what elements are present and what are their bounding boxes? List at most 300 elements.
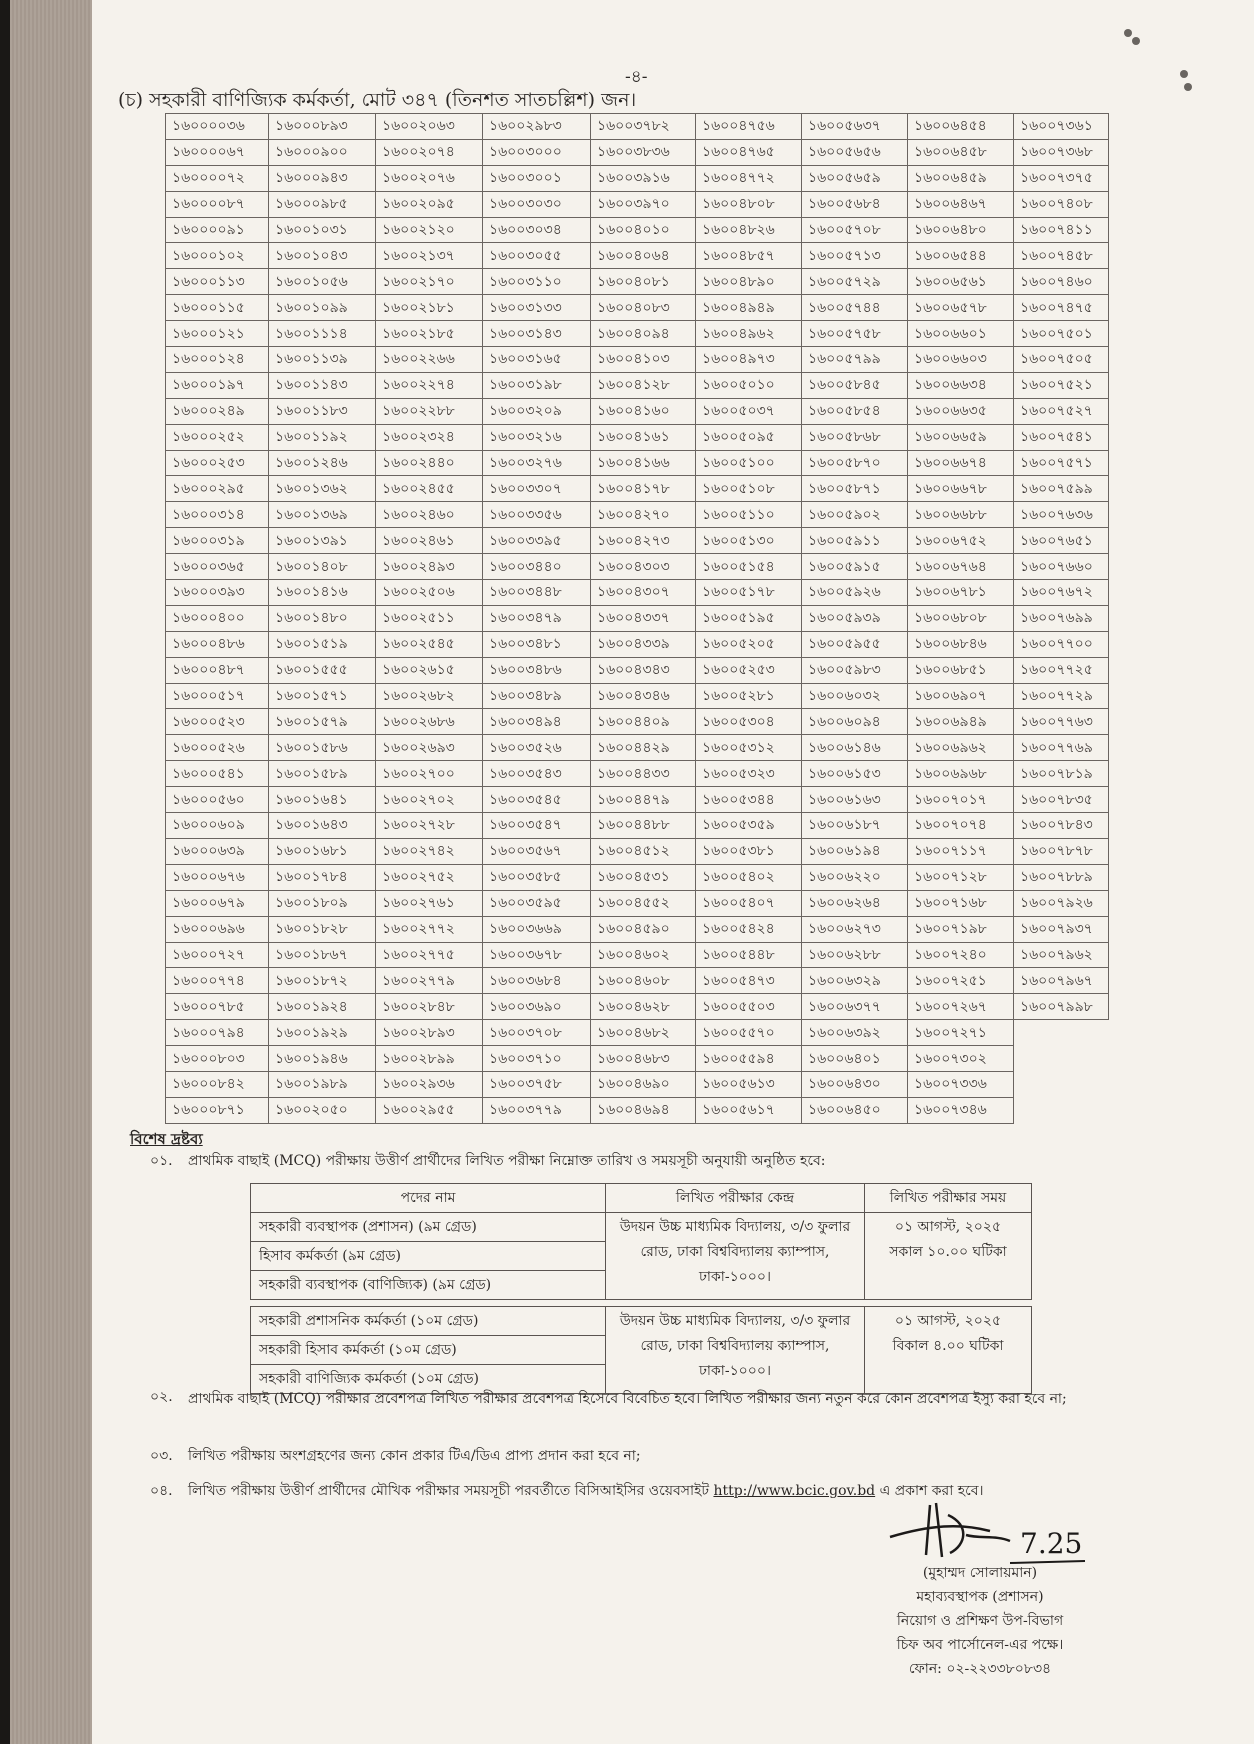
roll-number-cell: ১৬০০৩৫৯৫: [483, 890, 591, 916]
roll-number-cell: ১৬০০৭৮৩৫: [1014, 787, 1109, 813]
exam-date: ০১ আগস্ট, ২০২৫: [894, 1313, 1002, 1329]
roll-number-cell: ১৬০০২৬৯৩: [376, 735, 483, 761]
roll-number-cell: ১৬০০৭৪৬০: [1014, 269, 1109, 295]
scan-edge: [0, 0, 10, 1744]
roll-number-cell: ১৬০০৭৭৬৯: [1014, 735, 1109, 761]
roll-number-cell: ১৬০০১২৪৬: [269, 450, 376, 476]
table-row: [166, 657, 1109, 683]
roll-number-cell: ১৬০০৭৭২৫: [1014, 657, 1109, 683]
roll-number-cell: ১৬০০৫১০৮: [696, 476, 802, 502]
roll-number-cell: ১৬০০৫১৭৮: [696, 580, 802, 606]
roll-number-cell: ১৬০০২০৫০: [269, 1097, 376, 1123]
header-exam-center: লিখিত পরীক্ষার কেন্দ্র: [606, 1184, 865, 1213]
roll-number-cell: ১৬০০৩৪৪০: [483, 554, 591, 580]
roll-number-cell: ১৬০০৪৬০২: [591, 942, 696, 968]
table-row: [166, 709, 1109, 735]
roll-number-cell: ১৬০০২৮৯৯: [376, 1046, 483, 1072]
exam-hour: বিকাল ৪.০০ ঘটিকা: [892, 1338, 1004, 1354]
roll-number-cell: ১৬০০২৮৯৩: [376, 1020, 483, 1046]
roll-number-cell: ১৬০০৭৯২৬: [1014, 890, 1109, 916]
post-name: সহকারী ব্যবস্থাপক (বাণিজ্যিক) (৯ম গ্রেড): [251, 1271, 606, 1300]
roll-number-cell: ১৬০০৪২৭৩: [591, 528, 696, 554]
roll-number-cell: ১৬০০৩৪৮৯: [483, 683, 591, 709]
roll-number-cell: ১৬০০৪৩৪৬: [591, 683, 696, 709]
roll-number-cell: ১৬০০২০৭৬: [376, 165, 483, 191]
roll-number-cell: ১৬০০৪৩০৩: [591, 554, 696, 580]
roll-number-cell: ১৬০০৫৬৩৭: [802, 114, 908, 140]
roll-number-cell: ১৬০০৬৯৪৯: [908, 709, 1014, 735]
roll-number-cell: ১৬০০৪৪০৯: [591, 709, 696, 735]
roll-number-cell: ১৬০০৫৪০২: [696, 864, 802, 890]
roll-number-cell: ১৬০০৫৪২৪: [696, 916, 802, 942]
roll-number-cell: ১৬০০৬৭৮১: [908, 580, 1014, 606]
roll-number-cell: ১৬০০০৬৭৯: [166, 890, 269, 916]
roll-number-cell: ১৬০০৭৫০১: [1014, 321, 1109, 347]
roll-number-cell: ১৬০০১৫১৯: [269, 631, 376, 657]
roll-number-cell: ১৬০০৫৭০৮: [802, 217, 908, 243]
roll-number-cell: ১৬০০৪৪২৯: [591, 735, 696, 761]
roll-number-cell: ১৬০০২০৬৩: [376, 114, 483, 140]
table-row: [166, 139, 1109, 165]
roll-number-cell: ১৬০০৩১৯৮: [483, 372, 591, 398]
roll-number-cell: ১৬০০১৯৪৬: [269, 1046, 376, 1072]
header-exam-time: লিখিত পরীক্ষার সময়: [865, 1184, 1032, 1213]
roll-number-cell: ১৬০০৪৩৩৯: [591, 631, 696, 657]
roll-number-cell: ১৬০০৫৫৯৪: [696, 1046, 802, 1072]
roll-number-cell: ১৬০০৫৩১২: [696, 735, 802, 761]
roll-number-cell: ১৬০০৪৫১২: [591, 838, 696, 864]
roll-number-cell: ১৬০০৭৭৬৩: [1014, 709, 1109, 735]
roll-number-table: [165, 113, 1109, 1124]
roll-number-cell: ১৬০০১৬৪৩: [269, 813, 376, 839]
roll-number-cell: ১৬০০৪৩৩৭: [591, 605, 696, 631]
note-text: প্রাথমিক বাছাই (MCQ) পরীক্ষায় উত্তীর্ণ প্রার্থীদের লিখিত পরীক্ষা নিম্নোক্ত তারিখ ও সময়সূচী অনুযায়ী অনুষ্ঠিত হবে:: [188, 1153, 826, 1169]
roll-number-cell: [1014, 1020, 1109, 1046]
roll-number-cell: ১৬০০৭৩৬৮: [1014, 139, 1109, 165]
roll-number-cell: ১৬০০৬১৪৬: [802, 735, 908, 761]
roll-number-cell: ১৬০০৬৪৫০: [802, 1097, 908, 1123]
roll-number-cell: ১৬০০০৩১৪: [166, 502, 269, 528]
roll-number-cell: ১৬০০৬১৯৪: [802, 838, 908, 864]
exam-center: উদয়ন উচ্চ মাধ্যমিক বিদ্যালয়, ৩/৩ ফুলার রোড, ঢাকা বিশ্ববিদ্যালয় ক্যাম্পাস, ঢাকা-১০০০।: [606, 1307, 865, 1394]
roll-number-cell: ১৬০০১৮২৮: [269, 916, 376, 942]
roll-number-cell: ১৬০০০৭২৭: [166, 942, 269, 968]
roll-number-cell: ১৬০০৬৬৭৪: [908, 450, 1014, 476]
roll-number-cell: ১৬০০৫৫৭০: [696, 1020, 802, 1046]
table-row: [166, 347, 1109, 373]
roll-number-cell: ১৬০০২৭৬১: [376, 890, 483, 916]
roll-number-cell: ১৬০০৪৮২৬: [696, 217, 802, 243]
roll-number-cell: ১৬০০৭৬৫১: [1014, 528, 1109, 554]
roll-number-cell: ১৬০০২৪৯৩: [376, 554, 483, 580]
table-row: [166, 761, 1109, 787]
exam-hour: সকাল ১০.০০ ঘটিকা: [889, 1244, 1007, 1260]
roll-number-cell: ১৬০০১৩৬২: [269, 476, 376, 502]
roll-number-cell: ১৬০০০০৩৬: [166, 114, 269, 140]
roll-number-cell: ১৬০০৫৬৫৯: [802, 165, 908, 191]
roll-number-cell: ১৬০০২৫১১: [376, 605, 483, 631]
roll-number-cell: ১৬০০৭৪৭৫: [1014, 295, 1109, 321]
roll-number-cell: ১৬০০৬৮০৮: [908, 605, 1014, 631]
roll-number-cell: ১৬০০৫৩৫৯: [696, 813, 802, 839]
roll-number-cell: ১৬০০২৪৬১: [376, 528, 483, 554]
note-item: [150, 1148, 1130, 1174]
roll-number-cell: ১৬০০৪৯৭৩: [696, 347, 802, 373]
roll-number-cell: ১৬০০১৯২৪: [269, 994, 376, 1020]
roll-number-cell: ১৬০০২৬৮২: [376, 683, 483, 709]
note-item: [150, 1384, 1130, 1414]
roll-number-cell: ১৬০০৩৫২৬: [483, 735, 591, 761]
table-row: [166, 787, 1109, 813]
section-title: (চ) সহকারী বাণিজ্যিক কর্মকর্তা, মোট ৩৪৭ (তিনশত সাতচল্লিশ) জন।: [118, 89, 637, 111]
table-row: [166, 372, 1109, 398]
roll-number-cell: ১৬০০৫২৮১: [696, 683, 802, 709]
roll-number-cell: ১৬০০৭৮৭৮: [1014, 838, 1109, 864]
roll-number-cell: ১৬০০৩৭০৮: [483, 1020, 591, 1046]
table-row: [166, 916, 1109, 942]
roll-number-cell: ১৬০০০৩৯৩: [166, 580, 269, 606]
table-row: [166, 217, 1109, 243]
table-row: [166, 1046, 1109, 1072]
roll-number-cell: ১৬০০১০৫৬: [269, 269, 376, 295]
signatory-name: (মুহাম্মদ সোলায়মান): [922, 1565, 1038, 1581]
roll-number-cell: ১৬০০৩৭১০: [483, 1046, 591, 1072]
table-row: [166, 321, 1109, 347]
roll-number-cell: ১৬০০৭২৬৭: [908, 994, 1014, 1020]
roll-number-cell: ১৬০০৪০৬৪: [591, 243, 696, 269]
roll-number-cell: ১৬০০৬৩২৯: [802, 968, 908, 994]
roll-number-cell: ১৬০০০৭৯৪: [166, 1020, 269, 1046]
roll-number-cell: ১৬০০৪৮৫৭: [696, 243, 802, 269]
roll-number-cell: ১৬০০৫৭১৩: [802, 243, 908, 269]
roll-number-cell: ১৬০০৭৪০৮: [1014, 191, 1109, 217]
roll-number-cell: ১৬০০০১২১: [166, 321, 269, 347]
roll-number-cell: ১৬০০৫২০৫: [696, 631, 802, 657]
table-row: [166, 968, 1109, 994]
roll-number-cell: ১৬০০৩৬৭৮: [483, 942, 591, 968]
roll-number-cell: ১৬০০২৬৮৬: [376, 709, 483, 735]
roll-number-cell: ১৬০০১৮৭২: [269, 968, 376, 994]
roll-number-cell: ১৬০০৭০৭৪: [908, 813, 1014, 839]
roll-number-cell: ১৬০০৫৮৬৮: [802, 424, 908, 450]
table-row: [166, 528, 1109, 554]
post-name: সহকারী হিসাব কর্মকর্তা (১০ম গ্রেড): [251, 1336, 606, 1365]
roll-number-cell: ১৬০০৩০৩০: [483, 191, 591, 217]
roll-number-cell: ১৬০০৭৫৭১: [1014, 450, 1109, 476]
roll-number-cell: ১৬০০৫১০০: [696, 450, 802, 476]
roll-number-cell: ১৬০০৭১২৮: [908, 864, 1014, 890]
roll-number-cell: ১৬০০০৪০০: [166, 605, 269, 631]
roll-number-cell: ১৬০০৭৯৯৮: [1014, 994, 1109, 1020]
roll-number-cell: ১৬০০২৩২৪: [376, 424, 483, 450]
roll-number-cell: ১৬০০৭৫০৫: [1014, 347, 1109, 373]
table-row: [166, 243, 1109, 269]
roll-number-cell: ১৬০০৭২৪০: [908, 942, 1014, 968]
roll-number-cell: ১৬০০৬৭৬৪: [908, 554, 1014, 580]
roll-number-cell: ১৬০০৫৯১৫: [802, 554, 908, 580]
bcic-website-link[interactable]: http://www.bcic.gov.bd: [713, 1483, 876, 1499]
roll-number-cell: ১৬০০৭৬৯৯: [1014, 605, 1109, 631]
roll-number-cell: ১৬০০৫০১০: [696, 372, 802, 398]
roll-number-cell: ১৬০০৩৭৭৯: [483, 1097, 591, 1123]
roll-number-cell: ১৬০০৪৭৬৫: [696, 139, 802, 165]
roll-number-cell: ১৬০০৩৪৯৪: [483, 709, 591, 735]
roll-number-cell: ১৬০০৪৭৭২: [696, 165, 802, 191]
roll-number-cell: ১৬০০৬৪৮০: [908, 217, 1014, 243]
roll-number-cell: ১৬০০০৫৬০: [166, 787, 269, 813]
roll-number-cell: ১৬০০৬৫৭৮: [908, 295, 1014, 321]
roll-number-cell: ১৬০০১৫৮৬: [269, 735, 376, 761]
note-text-part: এ প্রকাশ করা হবে।: [875, 1483, 984, 1499]
roll-number-cell: ১৬০০৩৫৬৭: [483, 838, 591, 864]
roll-number-cell: ১৬০০৭৬৭২: [1014, 580, 1109, 606]
roll-number-cell: ১৬০০৪৩৪৩: [591, 657, 696, 683]
roll-number-cell: ১৬০০৩০০১: [483, 165, 591, 191]
note-item: [150, 1443, 1130, 1469]
roll-number-cell: ১৬০০৭৫২৭: [1014, 398, 1109, 424]
roll-number-cell: ১৬০০৭৩৪৬: [908, 1097, 1014, 1123]
roll-number-cell: ১৬০০০১০২: [166, 243, 269, 269]
roll-number-cell: ১৬০০১৪১৬: [269, 580, 376, 606]
roll-number-cell: ১৬০০৬৮৫১: [908, 657, 1014, 683]
roll-number-cell: ১৬০০৪৭৫৬: [696, 114, 802, 140]
roll-number-cell: ১৬০০৬৪৬৭: [908, 191, 1014, 217]
roll-number-cell: ১৬০০৬৬৫৯: [908, 424, 1014, 450]
signatory-designation: মহাব্যবস্থাপক (প্রশাসন): [916, 1589, 1044, 1605]
roll-number-cell: ১৬০০৫৯০২: [802, 502, 908, 528]
roll-number-cell: ১৬০০৫৭৫৮: [802, 321, 908, 347]
signature-block: [840, 1495, 1120, 1681]
roll-number-cell: ১৬০০৩৬৬৯: [483, 916, 591, 942]
roll-number-cell: ১৬০০৩৩০৭: [483, 476, 591, 502]
roll-number-cell: ১৬০০৭৮১৯: [1014, 761, 1109, 787]
table-row: [166, 683, 1109, 709]
roll-number-cell: ১৬০০০৮৭১: [166, 1097, 269, 1123]
roll-number-cell: ১৬০০৭৩৩৬: [908, 1071, 1014, 1097]
roll-number-cell: ১৬০০২১২০: [376, 217, 483, 243]
roll-number-cell: ১৬০০২৭৭৯: [376, 968, 483, 994]
table-row: [166, 114, 1109, 140]
signature-icon: [870, 1495, 1100, 1565]
table-row: [166, 994, 1109, 1020]
roll-number-cell: ১৬০০০৬৯৬: [166, 916, 269, 942]
roll-number-cell: ১৬০০১০৯৯: [269, 295, 376, 321]
roll-number-cell: ১৬০০৭৭২৯: [1014, 683, 1109, 709]
signatory-division: নিয়োগ ও প্রশিক্ষণ উপ-বিভাগ: [896, 1613, 1064, 1629]
roll-number-cell: ১৬০০৫৬৮৪: [802, 191, 908, 217]
roll-number-cell: ১৬০০৭৫৪১: [1014, 424, 1109, 450]
table-row: [166, 1071, 1109, 1097]
header-post-name: পদের নাম: [251, 1184, 606, 1213]
roll-number-cell: ১৬০০২১৮৫: [376, 321, 483, 347]
roll-number-cell: ১৬০০৪১২৮: [591, 372, 696, 398]
roll-number-cell: ১৬০০১১৪৩: [269, 372, 376, 398]
roll-number-cell: ১৬০০৪৪৩৩: [591, 761, 696, 787]
roll-number-cell: ১৬০০২৪৫৫: [376, 476, 483, 502]
roll-number-cell: ১৬০০৭৮৮৯: [1014, 864, 1109, 890]
roll-number-cell: ১৬০০৫৮৪৫: [802, 372, 908, 398]
roll-number-cell: ১৬০০২৭৪২: [376, 838, 483, 864]
table-row: [166, 1097, 1109, 1123]
roll-number-cell: ১৬০০৫৯৮৩: [802, 657, 908, 683]
roll-number-cell: ১৬০০৫২৫৩: [696, 657, 802, 683]
table-row: [166, 424, 1109, 450]
roll-number-cell: ১৬০০৫১৩০: [696, 528, 802, 554]
staple-mark: [1184, 83, 1192, 91]
roll-number-cell: ১৬০০৬১৬৩: [802, 787, 908, 813]
roll-number-cell: ১৬০০০২৫২: [166, 424, 269, 450]
roll-number-cell: ১৬০০২৬১৫: [376, 657, 483, 683]
roll-number-cell: ১৬০০৪৪৭৯: [591, 787, 696, 813]
roll-number-cell: ১৬০০৫৩০৪: [696, 709, 802, 735]
roll-number-cell: ১৬০০১৬৪১: [269, 787, 376, 813]
notes-heading: বিশেষ দ্রষ্টব্য: [130, 1130, 203, 1148]
roll-number-cell: ১৬০০০০৯১: [166, 217, 269, 243]
roll-number-cell: ১৬০০৭১৬৮: [908, 890, 1014, 916]
roll-number-cell: ১৬০০১১৩৯: [269, 347, 376, 373]
roll-number-cell: ১৬০০৪৫৩১: [591, 864, 696, 890]
roll-number-cell: ১৬০০৪২৭০: [591, 502, 696, 528]
exam-time: [865, 1213, 1032, 1300]
table-row: [166, 476, 1109, 502]
signature-scribble: [840, 1495, 1120, 1561]
staple-mark: [1180, 70, 1188, 78]
note-text: প্রাথমিক বাছাই (MCQ) পরীক্ষার প্রবেশপত্র লিখিত পরীক্ষার প্রবেশপত্র হিসেবে বিবেচিত হবে। লিখিত পরীক্ষার জন্য নতুন করে কোন প্রবেশপত্র ইস্যু করা হবে না;: [188, 1391, 1067, 1407]
roll-number-cell: ১৬০০৫৫০৩: [696, 994, 802, 1020]
roll-number-cell: ১৬০০৬৬০৩: [908, 347, 1014, 373]
roll-number-cell: ১৬০০৭১৯৮: [908, 916, 1014, 942]
exam-time: [865, 1307, 1032, 1394]
roll-number-cell: ১৬০০৬৭৫২: [908, 528, 1014, 554]
roll-number-cell: ১৬০০৭৪১১: [1014, 217, 1109, 243]
roll-number-cell: ১৬০০০০৮৭: [166, 191, 269, 217]
roll-number-cell: ১৬০০৫১১০: [696, 502, 802, 528]
roll-number-cell: ১৬০০১১৯২: [269, 424, 376, 450]
roll-number-cell: ১৬০০৭৩৬১: [1014, 114, 1109, 140]
roll-number-cell: ১৬০০৪৪৮৮: [591, 813, 696, 839]
roll-number-cell: ১৬০০১৮৬৭: [269, 942, 376, 968]
roll-number-cell: ১৬০০৪৩০৭: [591, 580, 696, 606]
roll-number-cell: ১৬০০২৪৬০: [376, 502, 483, 528]
roll-number-cell: ১৬০০৩৫৪৫: [483, 787, 591, 813]
roll-number-cell: ১৬০০৫৩৮১: [696, 838, 802, 864]
roll-number-cell: ১৬০০০৮৯৩: [269, 114, 376, 140]
roll-number-cell: ১৬০০৪৮০৮: [696, 191, 802, 217]
roll-number-cell: ১৬০০৪৮৯০: [696, 269, 802, 295]
roll-number-cell: ১৬০০৩২৭৬: [483, 450, 591, 476]
roll-number-cell: ১৬০০২৫৪৫: [376, 631, 483, 657]
roll-number-cell: ১৬০০৫৮৭১: [802, 476, 908, 502]
roll-number-cell: ১৬০০৩৫৮৫: [483, 864, 591, 890]
roll-number-cell: ১৬০০৬৬৩৫: [908, 398, 1014, 424]
roll-number-cell: ১৬০০১১১৪: [269, 321, 376, 347]
table-row: [166, 554, 1109, 580]
roll-number-cell: ১৬০০৩২০৯: [483, 398, 591, 424]
roll-number-cell: ১৬০০৩৫৪৩: [483, 761, 591, 787]
roll-number-cell: ১৬০০১৯৮৯: [269, 1071, 376, 1097]
roll-number-cell: ১৬০০১১৮৩: [269, 398, 376, 424]
roll-number-cell: ১৬০০১৪৮০: [269, 605, 376, 631]
roll-number-cell: ১৬০০৬২২০: [802, 864, 908, 890]
roll-number-cell: ১৬০০৪০১০: [591, 217, 696, 243]
roll-number-cell: ১৬০০৭৯৬৭: [1014, 968, 1109, 994]
roll-number-cell: ১৬০০০৯০০: [269, 139, 376, 165]
roll-number-cell: ১৬০০৫৪০৭: [696, 890, 802, 916]
roll-number-cell: ১৬০০৩৫৪৭: [483, 813, 591, 839]
roll-number-cell: ১৬০০৬০৯৪: [802, 709, 908, 735]
roll-number-cell: ১৬০০৬৬০১: [908, 321, 1014, 347]
roll-number-cell: ১৬০০২৪৪০: [376, 450, 483, 476]
roll-number-cell: ১৬০০৭৪৫৮: [1014, 243, 1109, 269]
roll-number-cell: ১৬০০৪১৬০: [591, 398, 696, 424]
roll-number-cell: ১৬০০৪০৯৪: [591, 321, 696, 347]
roll-number-cell: ১৬০০০৫২৬: [166, 735, 269, 761]
roll-number-cell: ১৬০০২২৭৪: [376, 372, 483, 398]
roll-number-cell: ১৬০০৭৫৯৯: [1014, 476, 1109, 502]
roll-number-cell: ১৬০০৩০৫৫: [483, 243, 591, 269]
post-name: সহকারী বাণিজ্যিক কর্মকর্তা (১০ম গ্রেড): [251, 1365, 606, 1394]
roll-number-cell: ১৬০০৬৪৩০: [802, 1071, 908, 1097]
roll-number-cell: ১৬০০২১৩৭: [376, 243, 483, 269]
roll-number-cell: ১৬০০৫১৯৫: [696, 605, 802, 631]
roll-number-cell: ১৬০০৭৯৬২: [1014, 942, 1109, 968]
note-number: ০৪.: [150, 1483, 173, 1499]
roll-number-cell: ১৬০০০১৯৭: [166, 372, 269, 398]
roll-number-cell: ১৬০০৩১৩৩: [483, 295, 591, 321]
table-row: [166, 942, 1109, 968]
roll-number-cell: ১৬০০৩৬৯০: [483, 994, 591, 1020]
roll-number-cell: ১৬০০৩৩৫৬: [483, 502, 591, 528]
roll-number-cell: ১৬০০৫৬১৩: [696, 1071, 802, 1097]
roll-number-cell: ১৬০০৬৬৭৮: [908, 476, 1014, 502]
roll-number-cell: ১৬০০২৭৭২: [376, 916, 483, 942]
roll-number-cell: ১৬০০৭৩০২: [908, 1046, 1014, 1072]
roll-number-cell: ১৬০০০৬০৯: [166, 813, 269, 839]
roll-number-cell: ১৬০০৪১৭৮: [591, 476, 696, 502]
roll-number-cell: ১৬০০৫৭২৯: [802, 269, 908, 295]
roll-number-cell: ১৬০০৬৫৬১: [908, 269, 1014, 295]
roll-number-cell: ১৬০০০৭৭৪: [166, 968, 269, 994]
note-number: ০২.: [150, 1389, 173, 1405]
roll-number-cell: ১৬০০০৯৮৫: [269, 191, 376, 217]
roll-number-cell: ১৬০০৬৮৪৬: [908, 631, 1014, 657]
roll-number-cell: ১৬০০১৫৫৫: [269, 657, 376, 683]
roll-number-cell: ১৬০০৫৯৫৫: [802, 631, 908, 657]
roll-number-cell: ১৬০০৪৬২৮: [591, 994, 696, 1020]
roll-number-cell: ১৬০০৬৪৫৮: [908, 139, 1014, 165]
roll-number-cell: ১৬০০২৭৫২: [376, 864, 483, 890]
roll-number-cell: ১৬০০৬৩৯২: [802, 1020, 908, 1046]
roll-number-cell: ১৬০০২৯৫৫: [376, 1097, 483, 1123]
roll-number-cell: ১৬০০৬৯০৭: [908, 683, 1014, 709]
roll-number-cell: ১৬০০০৫২৩: [166, 709, 269, 735]
roll-number-cell: ১৬০০১৩৯১: [269, 528, 376, 554]
roll-number-cell: ১৬০০২১৮১: [376, 295, 483, 321]
roll-number-cell: ১৬০০৫৯২৬: [802, 580, 908, 606]
roll-number-cell: ১৬০০৭৬৬০: [1014, 554, 1109, 580]
table-row: [166, 735, 1109, 761]
roll-number-cell: ১৬০০২০৭৪: [376, 139, 483, 165]
roll-number-cell: ১৬০০২৮৪৮: [376, 994, 483, 1020]
roll-number-cell: ১৬০০৩৪৮১: [483, 631, 591, 657]
roll-number-cell: ১৬০০৪৬০৮: [591, 968, 696, 994]
staple-mark: [1132, 37, 1140, 45]
roll-number-cell: ১৬০০১৪০৮: [269, 554, 376, 580]
roll-number-cell: ১৬০০৬৩৭৭: [802, 994, 908, 1020]
roll-number-cell: ১৬০০০৪৮৬: [166, 631, 269, 657]
group-separator: [251, 1300, 1032, 1307]
roll-number-cell: ১৬০০৫৪৪৮: [696, 942, 802, 968]
